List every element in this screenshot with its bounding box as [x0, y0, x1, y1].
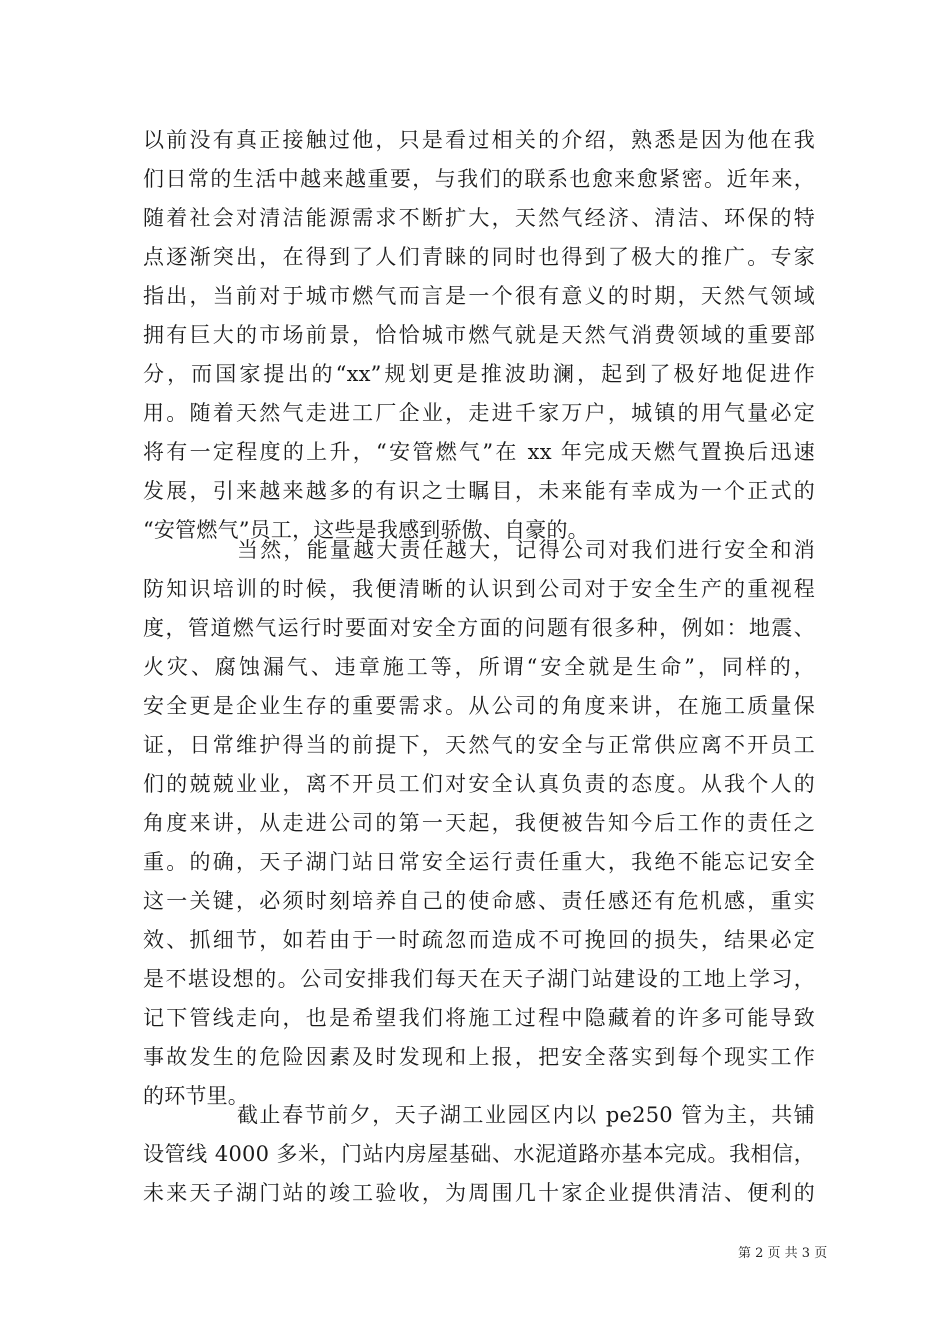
- text-line: 截止春节前夕，天子湖工业园区内以 pe250 管为主，共铺: [237, 1103, 815, 1127]
- page-number-footer: 第 2 页 共 3 页: [738, 1246, 828, 1261]
- text-line: 指出，当前对于城市燃气而言是一个很有意义的时期，天然气领域: [143, 284, 815, 308]
- text-line: 度，管道燃气运行时要面对安全方面的问题有很多种，例如：地震、: [143, 616, 815, 640]
- text-line: 重。的确，天子湖门站日常安全运行责任重大，我绝不能忘记安全: [143, 850, 815, 874]
- text-line: 用。随着天然气走进工厂企业，走进千家万户，城镇的用气量必定: [143, 401, 815, 425]
- text-line: “安管燃气”员工，这些是我感到骄傲、自豪的。: [143, 518, 589, 542]
- text-line: 点逐渐突出，在得到了人们青睐的同时也得到了极大的推广。专家: [143, 245, 815, 269]
- text-line: 们的兢兢业业，离不开员工们对安全认真负责的态度。从我个人的: [143, 772, 815, 796]
- text-line: 当然，能量越大责任越大，记得公司对我们进行安全和消: [237, 538, 815, 562]
- text-line: 设管线 4000 多米，门站内房屋基础、水泥道路亦基本完成。我相信，: [143, 1142, 815, 1166]
- text-line: 是不堪设想的。公司安排我们每天在天子湖门站建设的工地上学习，: [143, 967, 815, 991]
- paragraph-3: [143, 1096, 815, 1213]
- text-line: 随着社会对清洁能源需求不断扩大，天然气经济、清洁、环保的特: [143, 206, 815, 230]
- text-line: 火灾、腐蚀漏气、违章施工等，所谓“安全就是生命”，同样的，: [143, 655, 815, 679]
- text-line: 这一关键，必须时刻培养自己的使命感、责任感还有危机感，重实: [143, 889, 815, 913]
- text-line: 角度来讲，从走进公司的第一天起，我便被告知今后工作的责任之: [143, 811, 815, 835]
- text-line: 安全更是企业生存的重要需求。从公司的角度来讲，在施工质量保: [143, 694, 815, 718]
- text-line: 以前没有真正接触过他，只是看过相关的介绍，熟悉是因为他在我: [143, 128, 815, 152]
- text-line: 发展，引来越来越多的有识之士瞩目，未来能有幸成为一个正式的: [143, 479, 815, 503]
- text-line: 防知识培训的时候，我便清晰的认识到公司对于安全生产的重视程: [143, 577, 815, 601]
- text-line: 拥有巨大的市场前景，恰恰城市燃气就是天然气消费领域的重要部: [143, 323, 815, 347]
- text-line: 将有一定程度的上升，“安管燃气”在 xx 年完成天燃气置换后迅速: [143, 440, 815, 464]
- text-line: 们日常的生活中越来越重要，与我们的联系也愈来愈紧密。近年来，: [143, 167, 815, 191]
- text-line: 记下管线走向，也是希望我们将施工过程中隐藏着的许多可能导致: [143, 1006, 815, 1030]
- text-line: 分，而国家提出的“xx”规划更是推波助澜，起到了极好地促进作: [143, 362, 815, 386]
- text-line: 的环节里。: [143, 1084, 249, 1108]
- text-line: 证，日常维护得当的前提下，天然气的安全与正常供应离不开员工: [143, 733, 815, 757]
- text-line: 未来天子湖门站的竣工验收，为周围几十家企业提供清洁、便利的: [143, 1181, 815, 1205]
- text-line: 效、抓细节，如若由于一时疏忽而造成不可挽回的损失，结果必定: [143, 928, 815, 952]
- paragraph-2: [143, 531, 815, 1116]
- text-line: 事故发生的危险因素及时发现和上报，把安全落实到每个现实工作: [143, 1045, 815, 1069]
- paragraph-1: [143, 121, 815, 550]
